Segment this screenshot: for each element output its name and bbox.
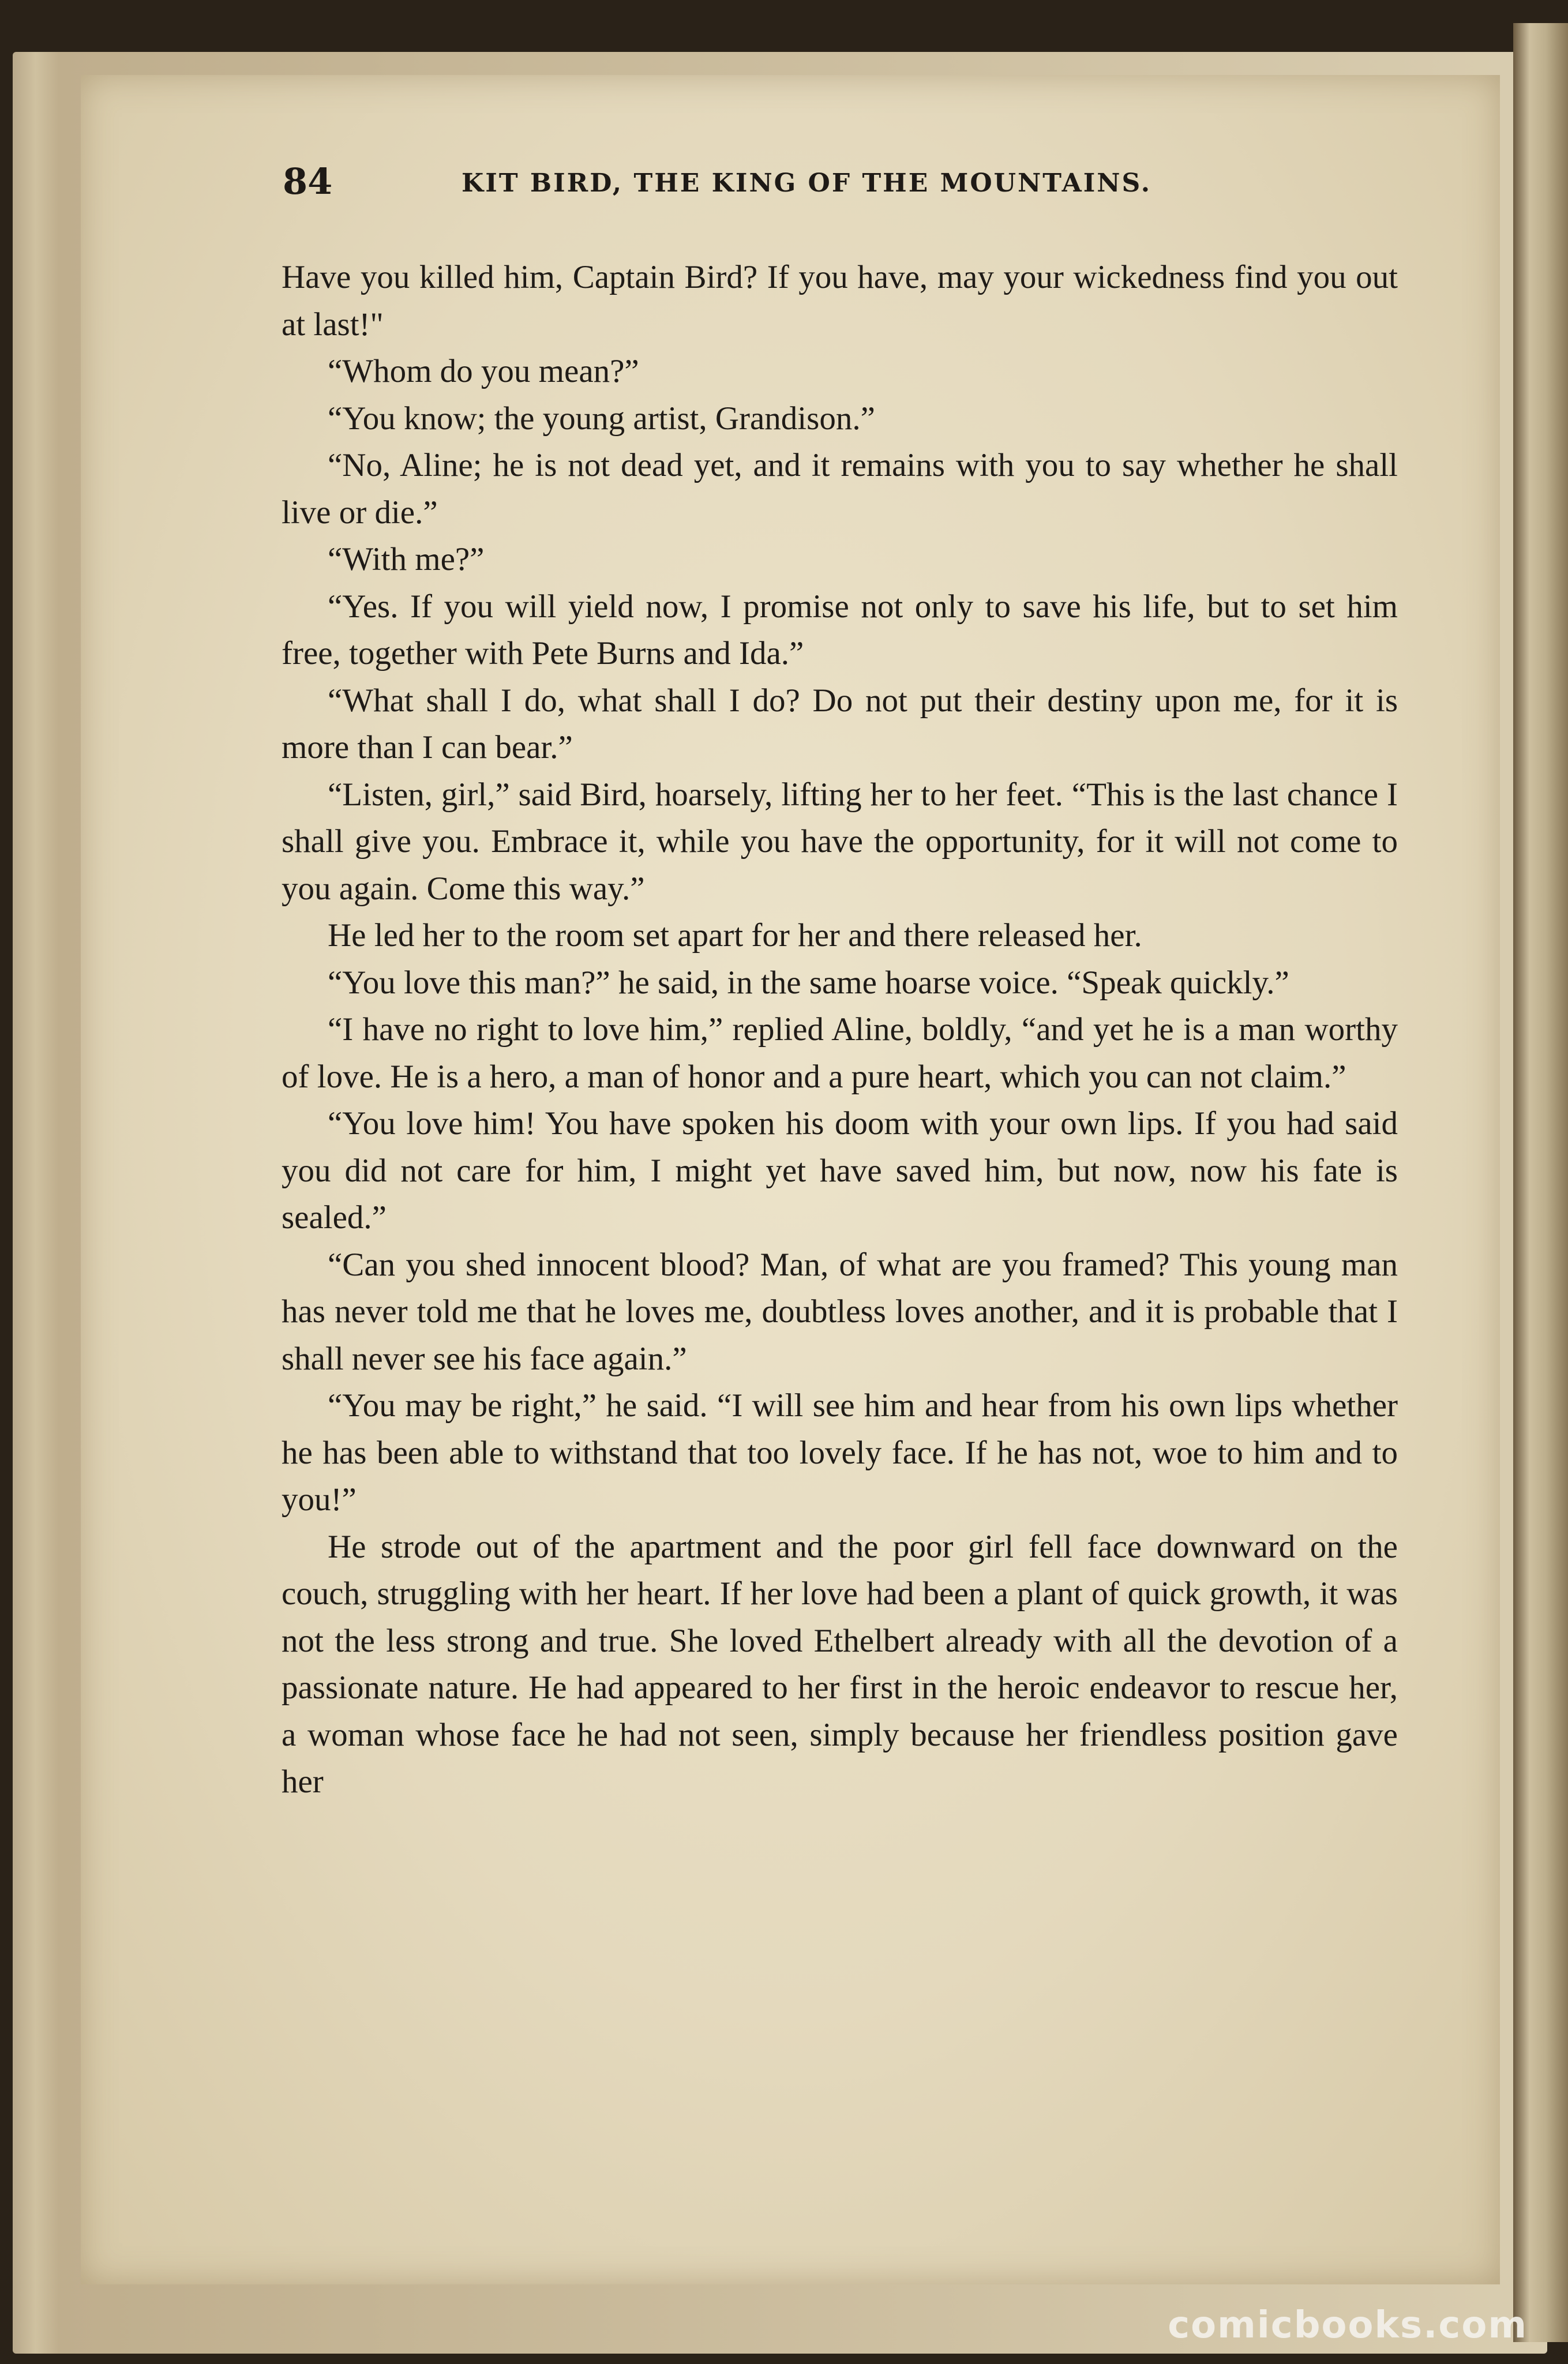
paragraph: “Yes. If you will yield now, I promise not only to save his life, but to set him free, together with Pete Burns and Ida.” bbox=[282, 588, 1398, 671]
watermark: comicbooks.com bbox=[1168, 2304, 1528, 2347]
paragraph: “I have no right to love him,” replied Aline, boldly, “and yet he is a man worthy of love. He is a hero, a man of honor and a pure heart, which you can not claim.” bbox=[282, 1011, 1398, 1095]
facing-page-edge bbox=[1513, 23, 1568, 2342]
paragraph: Have you killed him, Captain Bird? If you have, may your wickedness find you out at last!" bbox=[282, 259, 1398, 343]
page-number: 84 bbox=[283, 160, 333, 202]
paragraph: “Whom do you mean?” bbox=[328, 353, 639, 389]
page-header bbox=[283, 160, 1413, 207]
body-text bbox=[282, 254, 1398, 1806]
paragraph: “No, Aline; he is not dead yet, and it remains with you to say whether he shall live or die.” bbox=[282, 447, 1398, 531]
paragraph: “What shall I do, what shall I do? Do not put their destiny upon me, for it is more than I can bear.” bbox=[282, 682, 1398, 766]
paragraph: “Listen, girl,” said Bird, hoarsely, lifting her to her feet. “This is the last chance I shall give you. Embrace it, while you have the opportunity, for it will not come to you again. Come this way.” bbox=[282, 776, 1398, 907]
paragraph: “You love him! You have spoken his doom with your own lips. If you had said you did not care for him, I might yet have saved him, but now, now his fate is sealed.” bbox=[282, 1105, 1398, 1236]
running-title: KIT BIRD, THE KING OF THE MOUNTAINS. bbox=[462, 168, 1152, 198]
paragraph: “With me?” bbox=[328, 541, 485, 577]
paragraph: He strode out of the apartment and the poor girl fell face downward on the couch, struggling with her heart. If her love had been a plant of quick growth, it was not the less strong and true. She loved Ethelbert already with all the devotion of a passionate nature. He had appeared to her first in the heroic endeavor to rescue her, a woman whose face he had not seen, simply because her friendless position gave her bbox=[282, 1528, 1398, 1800]
paragraph: “You love this man?” he said, in the same hoarse voice. “Speak quickly.” bbox=[328, 964, 1289, 1001]
paragraph: He led her to the room set apart for her and there released her. bbox=[328, 917, 1142, 954]
paragraph: “Can you shed innocent blood? Man, of what are you framed? This young man has never told me that he loves me, doubtless loves another, and it is probable that I shall never see his face again.” bbox=[282, 1246, 1398, 1377]
paragraph: “You may be right,” he said. “I will see him and hear from his own lips whether he has been able to withstand that too lovely face. If he has not, woe to him and to you!” bbox=[282, 1387, 1398, 1518]
paragraph: “You know; the young artist, Grandison.” bbox=[328, 400, 875, 437]
